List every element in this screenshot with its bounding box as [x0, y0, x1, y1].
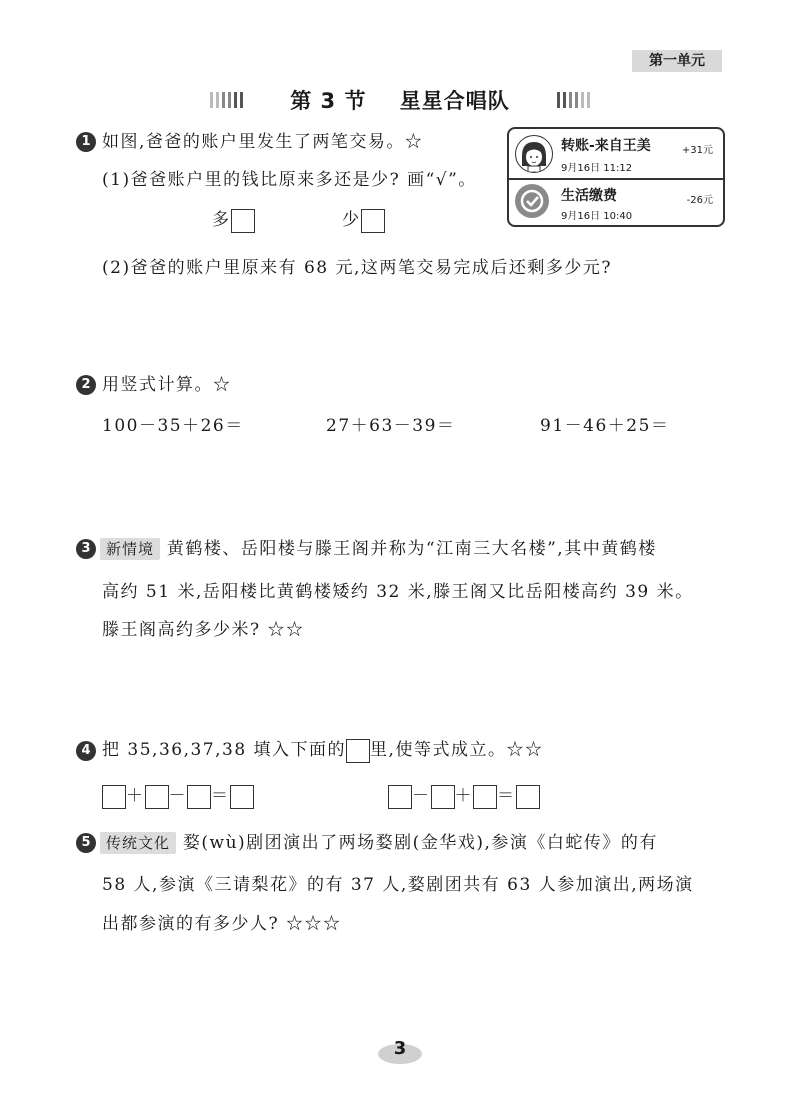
- transfer-title: 转账-来自王美: [561, 138, 651, 154]
- transfer-amount: +31元: [681, 145, 713, 156]
- q1-text: 如图,爸爸的账户里发生了两笔交易。☆: [102, 132, 424, 152]
- q3-line-1: [100, 537, 657, 561]
- utility-time: 9月16日 10:40: [561, 211, 633, 222]
- equation-2: [388, 784, 540, 809]
- q4-text: [102, 738, 543, 763]
- q3-line-3: 滕王阁高约多少米? ☆☆: [102, 620, 305, 640]
- utility-amount: -26元: [686, 195, 713, 206]
- question-number-5: 5: [76, 833, 96, 853]
- q1-part2: (2)爸爸的账户里原来有 68 元,这两笔交易完成后还剩多少元?: [102, 258, 613, 278]
- more-answer-box[interactable]: [231, 209, 255, 233]
- girl-avatar-icon: [515, 135, 553, 173]
- q5-line-3: 出都参演的有多少人? ☆☆☆: [102, 914, 342, 934]
- operator: ＝: [497, 786, 516, 806]
- less-label: 少: [342, 210, 361, 230]
- transfer-time: 9月16日 11:12: [561, 163, 633, 174]
- more-label: 多: [212, 210, 231, 230]
- answer-box[interactable]: [187, 785, 211, 809]
- section-title-row: [210, 86, 590, 114]
- q2-text: 用竖式计算。☆: [102, 375, 232, 395]
- payment-check-icon: [515, 184, 549, 218]
- unit-label: 第一单元: [632, 50, 722, 72]
- section-title: 第 3 节 星星合唱队: [290, 89, 510, 113]
- card-divider: [509, 178, 723, 180]
- q5-line-2: 58 人,参演《三请梨花》的有 37 人,婺剧团共有 63 人参加演出,两场演: [102, 875, 694, 895]
- q5-line-1-text: 婺(wù)剧团演出了两场婺剧(金华戏),参演《白蛇传》的有: [182, 833, 658, 853]
- utility-title: 生活缴费: [561, 188, 617, 204]
- answer-box[interactable]: [145, 785, 169, 809]
- culture-tag: 传统文化: [100, 832, 176, 854]
- q2-expr-3: 91－46＋25＝: [540, 416, 670, 436]
- q3-line-1-text: 黄鹤楼、岳阳楼与滕王阁并称为“江南三大名楼”,其中黄鹤楼: [166, 539, 657, 559]
- question-number-2: 2: [76, 375, 96, 395]
- answer-box[interactable]: [473, 785, 497, 809]
- q3-line-2: 高约 51 米,岳阳楼比黄鹤楼矮约 32 米,滕王阁又比岳阳楼高约 39 米。: [102, 582, 694, 602]
- less-answer-box[interactable]: [361, 209, 385, 233]
- equation-1: [102, 784, 254, 809]
- less-option: [342, 208, 385, 233]
- operator: ＋: [126, 786, 145, 806]
- more-option: [212, 208, 255, 233]
- q2-expr-2: 27＋63－39＝: [326, 416, 456, 436]
- answer-box[interactable]: [388, 785, 412, 809]
- answer-box[interactable]: [230, 785, 254, 809]
- answer-box[interactable]: [516, 785, 540, 809]
- operator: ＋: [454, 786, 473, 806]
- left-decor-bars: [210, 92, 243, 108]
- inline-box-icon: [346, 739, 370, 763]
- question-number-3: 3: [76, 539, 96, 559]
- q4-text-part2: 里,使等式成立。☆☆: [370, 740, 544, 760]
- transaction-card: [507, 127, 725, 227]
- page-number: 3: [393, 1038, 407, 1059]
- operator: －: [168, 786, 187, 806]
- operator: ＝: [211, 786, 230, 806]
- answer-box[interactable]: [431, 785, 455, 809]
- question-number-1: 1: [76, 132, 96, 152]
- question-number-4: 4: [76, 741, 96, 761]
- q2-expr-1: 100－35＋26＝: [102, 416, 244, 436]
- answer-box[interactable]: [102, 785, 126, 809]
- right-decor-bars: [557, 92, 590, 108]
- q4-text-part1: 把 35,36,37,38 填入下面的: [102, 740, 347, 760]
- q5-line-1: [100, 831, 658, 855]
- q1-part1: (1)爸爸账户里的钱比原来多还是少? 画“√”。: [102, 170, 477, 190]
- context-tag: 新情境: [100, 538, 160, 560]
- operator: －: [412, 786, 431, 806]
